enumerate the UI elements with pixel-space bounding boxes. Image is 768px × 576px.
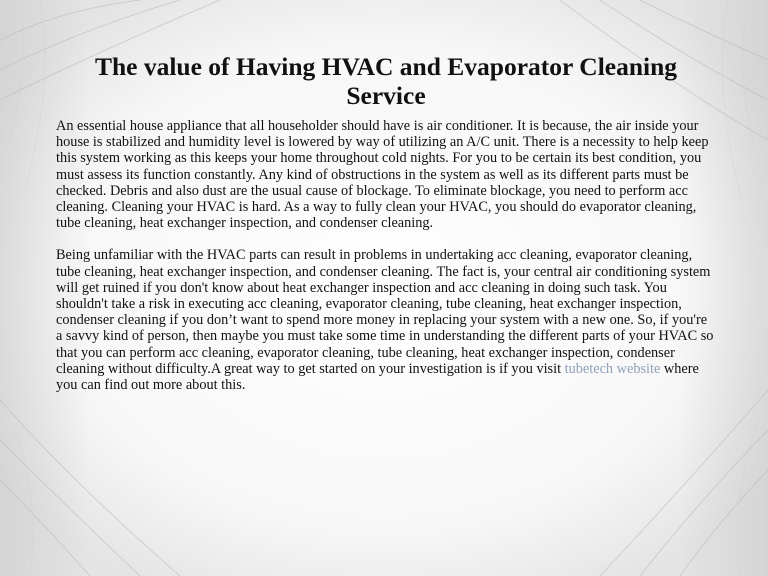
paragraph-2-text-end: where you can find out more about this. (56, 360, 699, 394)
paragraph-2-text: Being unfamiliar with the HVAC parts can result in problems in undertaking acc cleaning, evaporator cleaning, tube cleaning, heat exchanger inspection, and condenser cleaning. The fact is, your central air conditioning system will get ruined if you don't know about heat exchanger inspection and acc cleaning in doing such task. You shouldn't take a risk in executing acc cleaning, evaporator cleaning, tube cleaning, heat exchanger inspection, condenser cleaning if you don’t want to spend more money in replacing your system with a new one. So, if you're a savvy kind of person, then maybe you must take some time in understanding the different parts of your HVAC so that you can perform acc cleaning, evaporator cleaning, tube cleaning, heat exchanger inspection, condenser cleaning without difficulty.A great way to get started on your investigation is if you visit (56, 247, 714, 377)
body-paragraph-1: An essential house appliance that all householder should have is air conditioner. It is because, the air inside your house is stabilized and humidity level is lowered by way of utilizing an A/C unit. There is a necessity to help keep this system working as this keeps your home throughout cold nights. For you to be certain its best condition, you must assess its function constantly. Any kind of obstructions in the system as well as its different parts must be checked. Debris and also dust are the usual cause of blockage. To eliminate blockage, you need to perform acc cleaning. Cleaning your HVAC is hard. As a way to fully clean your HVAC, you should do evaporator cleaning, tube cleaning, heat exchanger inspection, and condenser cleaning. (56, 118, 709, 232)
tubetech-website-link[interactable]: tubetech website (564, 360, 661, 377)
body-paragraph-2 (56, 247, 716, 393)
slide-content (56, 52, 716, 393)
slide-title: The value of Having HVAC and Evaporator Cleaning Service (94, 52, 678, 110)
